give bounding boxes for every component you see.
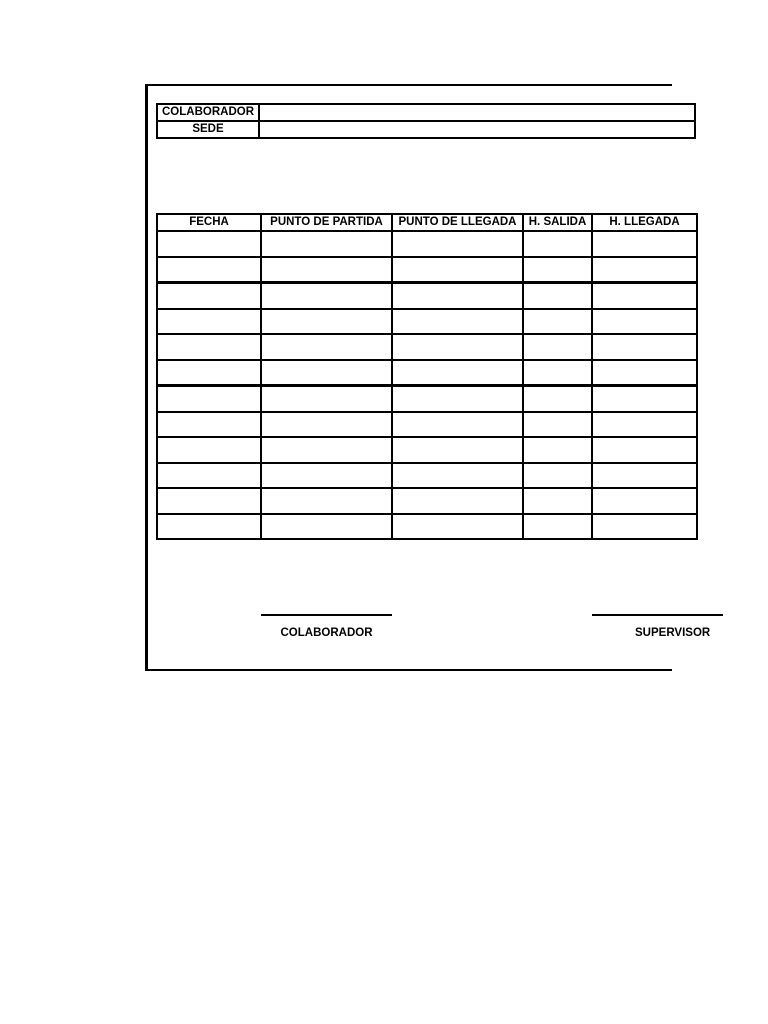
table-cell-h-llegada[interactable] [592,257,697,283]
table-cell-punto-de-partida[interactable] [261,412,392,438]
table-cell-h-salida[interactable] [523,309,592,335]
table-cell-fecha[interactable] [157,514,261,540]
table-cell-fecha[interactable] [157,334,261,360]
table-row [157,412,697,438]
header-info-table [156,103,696,139]
table-row [157,283,697,309]
table-cell-punto-de-llegada[interactable] [392,386,523,412]
table-cell-h-salida[interactable] [523,514,592,540]
table-row [157,309,697,335]
table-cell-fecha[interactable] [157,386,261,412]
table-row [157,360,697,386]
table-cell-punto-de-llegada[interactable] [392,488,523,514]
table-cell-punto-de-llegada[interactable] [392,283,523,309]
table-cell-punto-de-llegada[interactable] [392,412,523,438]
table-cell-punto-de-llegada[interactable] [392,437,523,463]
info-label-sede: SEDE [157,121,259,138]
table-row [157,488,697,514]
table-cell-fecha[interactable] [157,360,261,386]
table-cell-punto-de-partida[interactable] [261,437,392,463]
table-cell-h-llegada[interactable] [592,514,697,540]
info-row-colaborador [157,104,695,121]
table-cell-fecha[interactable] [157,283,261,309]
table-cell-punto-de-partida[interactable] [261,463,392,489]
signature-line-supervisor [592,614,723,616]
table-row [157,437,697,463]
table-cell-h-salida[interactable] [523,412,592,438]
table-cell-fecha[interactable] [157,412,261,438]
table-cell-h-llegada[interactable] [592,412,697,438]
table-row [157,463,697,489]
table-cell-h-llegada[interactable] [592,488,697,514]
info-value-sede[interactable] [259,121,695,138]
table-row [157,514,697,540]
table-cell-h-salida[interactable] [523,437,592,463]
table-row [157,231,697,257]
table-cell-h-llegada[interactable] [592,231,697,257]
table-cell-punto-de-partida[interactable] [261,360,392,386]
table-cell-punto-de-partida[interactable] [261,334,392,360]
table-cell-punto-de-partida[interactable] [261,231,392,257]
table-cell-h-llegada[interactable] [592,360,697,386]
table-cell-h-salida[interactable] [523,386,592,412]
table-cell-punto-de-partida[interactable] [261,257,392,283]
table-cell-h-salida[interactable] [523,360,592,386]
table-cell-punto-de-llegada[interactable] [392,514,523,540]
table-cell-punto-de-llegada[interactable] [392,309,523,335]
table-cell-fecha[interactable] [157,257,261,283]
table-cell-fecha[interactable] [157,231,261,257]
table-cell-h-salida[interactable] [523,463,592,489]
signature-label-colaborador: COLABORADOR [280,627,373,639]
table-cell-punto-de-partida[interactable] [261,283,392,309]
table-cell-fecha[interactable] [157,463,261,489]
table-cell-h-salida[interactable] [523,488,592,514]
table-cell-punto-de-llegada[interactable] [392,257,523,283]
signature-line-colaborador [261,614,392,616]
table-cell-fecha[interactable] [157,437,261,463]
table-row [157,257,697,283]
column-header-punto-de-llegada: PUNTO DE LLEGADA [392,214,523,231]
table-cell-h-llegada[interactable] [592,386,697,412]
info-value-colaborador[interactable] [259,104,695,121]
table-body [157,231,697,539]
table-cell-h-llegada[interactable] [592,334,697,360]
table-header-row [157,214,697,231]
table-cell-punto-de-llegada[interactable] [392,334,523,360]
table-cell-fecha[interactable] [157,488,261,514]
signature-label-supervisor: SUPERVISOR [635,627,711,639]
frame-bottom-border [145,669,672,671]
info-label-colaborador: COLABORADOR [157,104,259,121]
info-row-sede [157,121,695,138]
column-header-punto-de-partida: PUNTO DE PARTIDA [261,214,392,231]
frame-left-border [145,84,148,671]
table-cell-punto-de-llegada[interactable] [392,231,523,257]
table-cell-h-llegada[interactable] [592,283,697,309]
table-cell-h-salida[interactable] [523,334,592,360]
table-cell-h-llegada[interactable] [592,463,697,489]
table-cell-h-llegada[interactable] [592,437,697,463]
column-header-h-llegada: H. LLEGADA [592,214,697,231]
table-cell-punto-de-llegada[interactable] [392,360,523,386]
table-cell-h-salida[interactable] [523,257,592,283]
column-header-fecha: FECHA [157,214,261,231]
trip-log-table [156,213,698,540]
table-cell-h-llegada[interactable] [592,309,697,335]
table-row [157,386,697,412]
table-cell-h-salida[interactable] [523,283,592,309]
table-cell-h-salida[interactable] [523,231,592,257]
table-cell-punto-de-llegada[interactable] [392,463,523,489]
table-cell-punto-de-partida[interactable] [261,488,392,514]
table-cell-punto-de-partida[interactable] [261,309,392,335]
table-cell-punto-de-partida[interactable] [261,386,392,412]
frame-top-border [145,84,672,86]
table-row [157,334,697,360]
form-sheet [145,84,711,671]
table-cell-fecha[interactable] [157,309,261,335]
table-cell-punto-de-partida[interactable] [261,514,392,540]
column-header-h-salida: H. SALIDA [523,214,592,231]
